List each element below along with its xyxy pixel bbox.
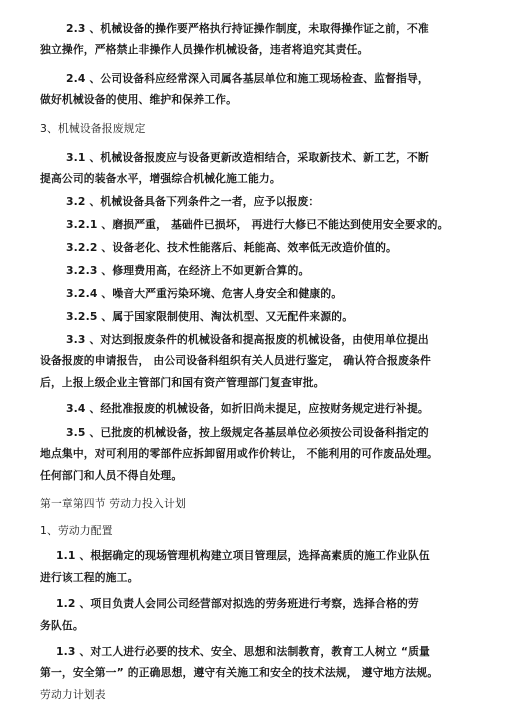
item-3-2-4: 3.2.4 、噪音大严重污染环境、危害人身安全和健康的。 <box>66 287 343 300</box>
para-3-3-line-1: 3.3 、对达到报废条件的机械设备和提高报废的机械设备，由使用单位提出 <box>66 333 429 346</box>
para-2-3-line-2: 独立操作，严格禁止非操作人员操作机械设备，违者将追究其责任。 <box>40 43 369 56</box>
para-1-2-line-2: 务队伍。 <box>40 619 84 632</box>
para-1-3-line-2: 第一，安全第一” 的正确思想，遵守有关施工和安全的技术法规， 遵守地方法规。 <box>40 666 439 679</box>
para-3-3-line-3: 后，上报上级企业主管部门和国有资产管理部门复查审批。 <box>40 376 325 389</box>
para-2-3-line-1: 2.3 、机械设备的操作要严格执行持证操作制度，未取得操作证之前，不准 <box>66 22 429 35</box>
para-3-5-line-2: 地点集中，对可利用的零部件应拆卸留用或作价转让， 不能利用的可作废品处理。 <box>40 447 438 460</box>
para-2-4-line-2: 做好机械设备的使用、维护和保养工作。 <box>40 93 238 106</box>
para-1-1-line-1: 1.1 、根据确定的现场管理机构建立项目管理层，选择高素质的施工作业队伍 <box>56 549 430 562</box>
section-3-heading: 3、机械设备报废规定 <box>40 122 146 135</box>
para-1-3-line-1: 1.3 、对工人进行必要的技术、安全、思想和法制教育，教育工人树立 “质量 <box>56 645 430 658</box>
subheading-labor-allocation: 1、劳动力配置 <box>40 524 113 537</box>
para-1-1-line-2: 进行该工程的施工。 <box>40 571 139 584</box>
para-3-1-line-2: 提高公司的装备水平，增强综合机械化施工能力。 <box>40 172 281 185</box>
section-heading-labor-plan: 第一章第四节 劳动力投入计划 <box>40 497 186 510</box>
para-3-3-line-2: 设备报废的申请报告， 由公司设备科组织有关人员进行鉴定， 确认符合报废条件 <box>40 354 431 367</box>
item-3-2-2: 3.2.2 、设备老化、技术性能落后、耗能高、效率低无改造价值的。 <box>66 241 397 254</box>
para-3-4: 3.4 、经批准报废的机械设备，如折旧尚未提足，应按财务规定进行补提。 <box>66 402 429 415</box>
para-3-1-line-1: 3.1 、机械设备报废应与设备更新改造相结合，采取新技术、新工艺，不断 <box>66 151 429 164</box>
para-1-2-line-1: 1.2 、项目负责人会同公司经营部对拟选的劳务班进行考察，选择合格的劳 <box>56 597 419 610</box>
item-3-2-1: 3.2.1 、磨损严重， 基础件已损坏， 再进行大修已不能达到使用安全要求的。 <box>66 218 449 231</box>
para-3-2: 3.2 、机械设备具备下列条件之一者，应予以报废： <box>66 195 320 208</box>
item-3-2-3: 3.2.3 、修理费用高，在经济上不如更新合算的。 <box>66 264 310 277</box>
item-3-2-5: 3.2.5 、属于国家限制使用、淘汰机型、又无配件来源的。 <box>66 310 354 323</box>
para-3-5-line-1: 3.5 、已批废的机械设备，按上级规定各基层单位必须按公司设备科指定的 <box>66 426 429 439</box>
para-2-4-line-1: 2.4 、公司设备科应经常深入司属各基层单位和施工现场检查、监督指导， <box>66 72 429 85</box>
labor-plan-table-title: 劳动力计划表 <box>40 688 106 701</box>
para-3-5-line-3: 任何部门和人员不得自处理。 <box>40 469 183 482</box>
